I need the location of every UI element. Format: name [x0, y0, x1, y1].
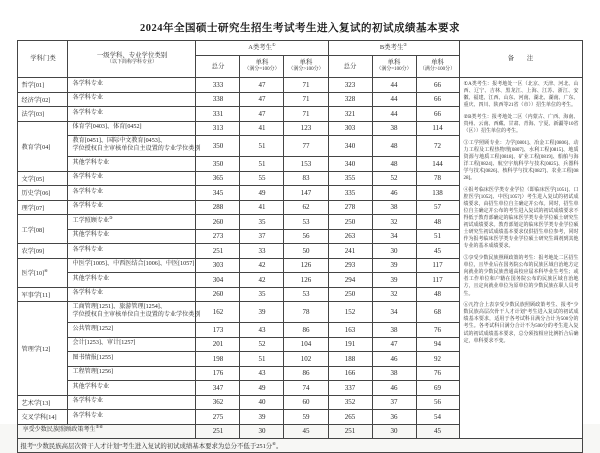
score-cell: 303 [328, 121, 372, 136]
footnote-marker: ② [403, 41, 408, 47]
major-label: 工商管理[1251]、旅游管理[1254]、 [72, 304, 166, 311]
remark-paragraph: ①A类考生：报考地处一区（北京、天津、河北、山西、辽宁、吉林、黑龙江、上海、江苏、浙江、安徽、福建、江西、山东、河南、湖北、湖南、广东、重庆、四川、陕西等21省（市））招生单位的考生。 [463, 82, 579, 109]
score-cell: 201 [196, 337, 240, 352]
score-cell: 263 [328, 229, 372, 244]
score-cell: 76 [416, 366, 459, 381]
score-cell: 321 [328, 107, 372, 122]
major-cell [18, 424, 196, 439]
score-cell: 48 [416, 215, 459, 230]
score-cell: 56 [284, 229, 328, 244]
score-cell: 74 [284, 381, 328, 396]
score-cell: 33 [240, 244, 284, 259]
category-label: 法学[03] [21, 111, 45, 119]
header-group-a [196, 41, 328, 56]
score-cell: 55 [240, 171, 284, 186]
score-cell: 331 [196, 107, 240, 122]
score-cell: 40 [240, 395, 284, 410]
score-cell: 51 [240, 157, 284, 172]
major-label: 各学科专业 [72, 174, 103, 181]
major-cell [68, 200, 196, 215]
score-cell: 46 [372, 352, 416, 367]
major-cell [68, 352, 196, 367]
footnote-cell [18, 439, 582, 453]
category-cell [18, 107, 68, 122]
score-cell: 39 [372, 258, 416, 273]
remarks-cell [459, 78, 582, 439]
score-cell: 49 [240, 186, 284, 201]
score-cell: 94 [416, 337, 459, 352]
category-cell [18, 121, 68, 171]
header-single-sub: （满分>100分） [288, 67, 324, 73]
score-cell: 335 [328, 186, 372, 201]
score-cell: 250 [328, 287, 372, 302]
major-label: 各学科专业 [72, 398, 103, 405]
score-cell: 47 [240, 78, 284, 93]
header-a-single-100 [240, 56, 284, 78]
score-cell: 260 [196, 215, 240, 230]
category-cell [18, 215, 68, 244]
category-cell [18, 78, 68, 93]
major-cell [68, 381, 196, 396]
score-cell: 251 [196, 424, 240, 439]
footnote-text: 报考“少数民族高层次骨干人才计划”考生进入复试的初试成绩基本要求为总分不低于251分 [20, 443, 273, 450]
header-group-a-label: A类考生 [248, 44, 273, 51]
score-cell: 72 [416, 136, 459, 157]
score-cell: 71 [284, 107, 328, 122]
score-cell: 355 [328, 171, 372, 186]
header-single-sub: （满分=100分） [376, 67, 412, 73]
score-cell: 345 [196, 186, 240, 201]
score-cell: 57 [416, 200, 459, 215]
score-cell: 126 [284, 258, 328, 273]
major-cell [68, 171, 196, 186]
score-cell: 49 [240, 381, 284, 396]
score-cell: 191 [328, 337, 372, 352]
score-cell: 347 [196, 381, 240, 396]
score-cell: 144 [416, 157, 459, 172]
score-cell: 45 [416, 244, 459, 259]
major-cell [68, 302, 201, 323]
major-label: 图书情报[1255] [72, 354, 114, 361]
score-cell: 86 [284, 366, 328, 381]
score-cell: 39 [240, 302, 284, 323]
score-cell: 56 [416, 395, 459, 410]
score-cell: 44 [372, 78, 416, 93]
header-major [68, 41, 196, 78]
score-cell: 66 [416, 92, 459, 107]
score-cell: 176 [196, 366, 240, 381]
score-cell: 77 [284, 136, 328, 157]
major-label: 中医学[1005]、中西医结合[1006]、中医[1057] [72, 261, 195, 268]
score-cell: 362 [196, 395, 240, 410]
major-label-line2: 学位授权自主审核单位自主设置的专业学位类别 [72, 312, 201, 318]
major-label: 公共管理[1252] [72, 325, 114, 332]
score-cell: 350 [196, 157, 240, 172]
major-cell [68, 366, 196, 381]
score-cell: 275 [196, 410, 240, 425]
score-cell: 71 [284, 78, 328, 93]
score-cell: 153 [284, 157, 328, 172]
category-cell [18, 302, 68, 396]
score-cell: 42 [240, 258, 284, 273]
score-cell: 39 [372, 273, 416, 288]
major-label: 其他学科专业 [72, 275, 110, 282]
score-cell: 44 [372, 107, 416, 122]
score-cell: 48 [372, 157, 416, 172]
score-cell: 163 [328, 323, 372, 338]
category-label: 文学[05] [21, 175, 45, 183]
header-a-total [196, 56, 240, 78]
score-cell: 68 [416, 302, 459, 323]
major-label: 会计[1253]、审计[1257] [72, 340, 136, 347]
category-cell [18, 244, 68, 259]
major-cell [68, 157, 196, 172]
category-label: 历史学[06] [21, 190, 51, 198]
major-cell [68, 78, 196, 93]
major-label: 其他学科专业 [72, 383, 110, 390]
score-cell: 340 [328, 157, 372, 172]
major-cell [68, 410, 196, 425]
category-cell [18, 200, 68, 215]
score-cell: 60 [284, 395, 328, 410]
document-title: 2024年全国硕士研究生招生考试考生进入复试的初试成绩基本要求 [140, 23, 460, 34]
category-cell [18, 171, 68, 186]
major-label: 各学科专业 [72, 290, 103, 297]
major-cell [68, 186, 196, 201]
category-label: 理学[07] [21, 204, 45, 212]
header-single-label: 单科 [299, 59, 313, 67]
score-cell: 260 [196, 287, 240, 302]
major-label: 各学科专业 [72, 412, 103, 419]
score-cell: 35 [240, 215, 284, 230]
footnote-marker: ① [272, 41, 276, 47]
header-a-single-over100 [284, 56, 328, 78]
major-cell [68, 92, 196, 107]
score-cell: 273 [196, 229, 240, 244]
category-label: 军事学[11] [21, 291, 51, 299]
score-cell: 333 [196, 78, 240, 93]
header-b-total [328, 56, 372, 78]
header-single-sub: （满分=100分） [244, 67, 280, 73]
score-cell: 350 [196, 136, 240, 157]
category-cell [18, 395, 68, 410]
header-single-sub: （满分>100分） [419, 67, 456, 73]
score-cell: 45 [416, 424, 459, 439]
score-cell: 337 [328, 381, 372, 396]
score-cell: 30 [240, 424, 284, 439]
score-cell: 241 [328, 244, 372, 259]
category-cell [18, 258, 68, 287]
score-cell: 188 [328, 352, 372, 367]
major-label: 各学科专业 [72, 80, 103, 87]
score-cell: 251 [328, 424, 372, 439]
remark-paragraph: ⑤享受少数民族照顾政策的考生：报考地处二区招生单位，且毕业后在国务院公布的民族区域自治地方定向就业的少数民族普通高校应届本科毕业生考生；或者工作单位和户籍在国务院公布的民族区域自治地方，且定向就业单位为原单位的少数民族在职人员考生。 [463, 256, 579, 297]
score-cell: 37 [372, 395, 416, 410]
header-row-groups [18, 41, 582, 56]
score-cell: 52 [240, 337, 284, 352]
score-cell: 328 [328, 92, 372, 107]
score-cell: 76 [416, 323, 459, 338]
category-label: 管理学[12] [21, 345, 51, 353]
score-cell: 152 [328, 302, 372, 323]
score-cell: 36 [372, 410, 416, 425]
remark-paragraph: ③工学照顾专业：力学[0801]、冶金工程[0806]、动力工程及工程热物理[0807]、水利工程[0815]、地质资源与地质工程[0818]、矿业工程[0819]、船舶与海洋工程[0824]、航空宇航科学与技术[0825]、兵器科学与技术[0826]、核科学与技术[0827]、农业工程[0828]。 [463, 140, 579, 182]
major-cell [68, 337, 196, 352]
score-cell: 92 [416, 352, 459, 367]
score-cell: 48 [416, 287, 459, 302]
major-label: 各学科专业 [72, 109, 103, 116]
score-cell: 162 [196, 302, 240, 323]
score-cell: 32 [372, 215, 416, 230]
score-cell: 102 [284, 352, 328, 367]
category-label: 哲学[01] [21, 82, 45, 90]
score-cell: 173 [196, 323, 240, 338]
category-cell [18, 410, 68, 425]
header-single-label: 单科 [431, 59, 444, 67]
score-cell: 340 [328, 136, 372, 157]
major-cell [68, 395, 196, 410]
score-cell: 114 [416, 121, 459, 136]
score-cell: 30 [372, 244, 416, 259]
major-cell [68, 121, 196, 136]
header-category [18, 41, 68, 78]
score-cell: 48 [372, 136, 416, 157]
major-label: 工程管理[1256] [72, 369, 114, 376]
score-cell: 41 [240, 121, 284, 136]
score-cell: 83 [284, 171, 328, 186]
score-cell: 365 [196, 171, 240, 186]
score-cell: 71 [284, 92, 328, 107]
major-cell [68, 215, 196, 230]
category-cell [18, 186, 68, 201]
score-cell: 38 [372, 121, 416, 136]
score-cell: 278 [328, 200, 372, 215]
score-cell: 78 [284, 302, 328, 323]
major-cell [68, 258, 196, 273]
score-cell: 34 [372, 302, 416, 323]
category-label: 农学[09] [21, 248, 45, 256]
score-cell: 38 [372, 323, 416, 338]
score-cell: 293 [328, 258, 372, 273]
header-total-label: 总分 [343, 62, 357, 70]
score-cell: 51 [240, 136, 284, 157]
category-cell [18, 287, 68, 302]
major-label: 各学科专业 [72, 203, 103, 210]
score-cell: 138 [416, 186, 459, 201]
category-cell [18, 92, 68, 107]
score-cell: 147 [284, 186, 328, 201]
table-row [18, 78, 582, 93]
score-cell: 54 [416, 410, 459, 425]
major-cell [68, 273, 196, 288]
score-cell: 117 [416, 273, 459, 288]
header-b-single-over100 [416, 56, 459, 78]
header-single-label: 单科 [255, 59, 269, 67]
score-cell: 59 [284, 410, 328, 425]
score-cell: 126 [284, 273, 328, 288]
header-remark-label: 备 注 [507, 55, 534, 62]
major-label: 其他学科专业 [72, 232, 110, 239]
score-cell: 34 [372, 229, 416, 244]
score-cell: 42 [240, 273, 284, 288]
remark-paragraph: ⑥凡符合上表享受少数民族照顾政策考生、报考“少数民族高层次骨干人才计划”考生进入复试的初试成绩基本要求，适用于各考试科目满分合计为500分的考生。各考试科目满分合计不为500分的考生进入复试的初试成绩基本要求，总分须按相应比例折合后确定，单科要求不变。 [463, 303, 579, 344]
score-cell: 50 [284, 244, 328, 259]
major-cell [68, 229, 196, 244]
major-label-line2: 学位授权自主审核单位自主设置的专业学位类别 [72, 146, 201, 152]
score-cell: 43 [240, 366, 284, 381]
major-label: 各学科专业 [72, 188, 103, 195]
score-cell: 45 [284, 424, 328, 439]
score-cell: 62 [284, 200, 328, 215]
score-cell: 51 [416, 229, 459, 244]
remark-paragraph: ②B类考生：报考地处二区（内蒙古、广西、海南、贵州、云南、西藏、甘肃、青海、宁夏、新疆等10省（区））招生单位的考生。 [463, 114, 579, 135]
score-cell: 166 [328, 366, 372, 381]
header-total-label: 总分 [211, 62, 225, 70]
score-cell: 288 [196, 200, 240, 215]
major-label: 教育[0451]、国际中文教育[0453]、 [72, 138, 166, 145]
score-cell: 251 [196, 244, 240, 259]
score-cell: 338 [196, 92, 240, 107]
score-cell: 35 [240, 287, 284, 302]
score-cell: 43 [240, 323, 284, 338]
footnote-period: 。 [275, 443, 283, 450]
header-remark [459, 41, 582, 78]
score-cell: 250 [328, 215, 372, 230]
category-label: 经济学[02] [21, 96, 51, 104]
major-label: 体育学[0403]、体育[0452] [72, 124, 142, 131]
score-cell: 41 [240, 200, 284, 215]
score-cell: 104 [284, 337, 328, 352]
score-cell: 78 [416, 171, 459, 186]
score-cell: 304 [196, 273, 240, 288]
major-cell [68, 244, 196, 259]
score-cell: 303 [196, 258, 240, 273]
score-cell: 69 [416, 381, 459, 396]
header-group-b [328, 41, 459, 56]
score-cell: 47 [372, 337, 416, 352]
footnote-marker: ③ [109, 214, 113, 220]
score-cell: 37 [240, 229, 284, 244]
score-cell: 47 [240, 92, 284, 107]
score-cell: 51 [240, 352, 284, 367]
category-label: 医学[10] [21, 270, 45, 277]
score-cell: 265 [328, 410, 372, 425]
score-cell: 66 [416, 78, 459, 93]
category-label: 工学[08] [21, 226, 45, 234]
major-cell [68, 107, 196, 122]
score-cell: 38 [372, 200, 416, 215]
score-cell: 323 [328, 78, 372, 93]
score-cell: 198 [196, 352, 240, 367]
score-cell: 44 [372, 92, 416, 107]
remark-paragraph: ④报考临床医学类专业学位（即临床医学[1051]、口腔医学[1052]、中医[1057]）考生进入复试的初试成绩要求，由招生单位自主确定并公布。同时，招生单位自主确定并公布的考生进入复试的初试成绩要求不得低于教育部确定的临床医学类专业学位硕士研究生初试成绩要求。教育部划定的临床医学类专业学位硕士研究生初试成绩基本要求仅供招生单位参考，同时作为报考临床医学类专业学位硕士研究生调剂到其他专业的基本成绩要求。 [463, 187, 579, 250]
major-label: 其他学科专业 [72, 159, 110, 166]
score-cell: 86 [284, 323, 328, 338]
score-cell: 46 [372, 186, 416, 201]
major-cell [68, 287, 196, 302]
score-table [17, 40, 582, 453]
score-cell: 46 [372, 381, 416, 396]
footnote-marker: ⑥ [272, 440, 276, 446]
score-cell: 53 [284, 215, 328, 230]
score-cell: 30 [372, 424, 416, 439]
score-cell: 39 [240, 410, 284, 425]
category-label: 交叉学科[14] [21, 414, 57, 422]
major-label: 各学科专业 [72, 246, 103, 253]
score-cell: 352 [328, 395, 372, 410]
major-cell [68, 323, 196, 338]
footnote-marker: ⑤⑥ [95, 424, 104, 430]
score-cell: 53 [284, 287, 328, 302]
score-cell: 38 [372, 366, 416, 381]
header-b-single-100 [372, 56, 416, 78]
score-cell: 52 [372, 171, 416, 186]
score-cell: 313 [196, 121, 240, 136]
score-cell: 294 [328, 273, 372, 288]
category-label: 艺术学[13] [21, 399, 51, 407]
score-table-body [18, 78, 582, 439]
category-label: 教育学[04] [21, 143, 51, 151]
header-major-line1: 一级学科、专业学位类别 [96, 51, 168, 59]
header-single-label: 单科 [387, 59, 401, 67]
score-cell: 123 [284, 121, 328, 136]
footnote-marker: ④ [44, 267, 48, 273]
major-cell [68, 136, 201, 157]
header-category-label: 学科门类 [30, 55, 56, 62]
major-label: 工学照顾专业 [72, 217, 110, 224]
score-cell: 32 [372, 287, 416, 302]
header-group-b-label: B类考生 [379, 44, 404, 51]
header-major-line2: （以下简称学科专业） [106, 59, 157, 65]
score-cell: 117 [416, 258, 459, 273]
table-footnote-row [18, 439, 582, 453]
score-cell: 66 [416, 107, 459, 122]
score-cell: 47 [240, 107, 284, 122]
major-label: 享受少数民族照顾政策考生 [22, 427, 96, 434]
major-label: 各学科专业 [72, 95, 103, 102]
